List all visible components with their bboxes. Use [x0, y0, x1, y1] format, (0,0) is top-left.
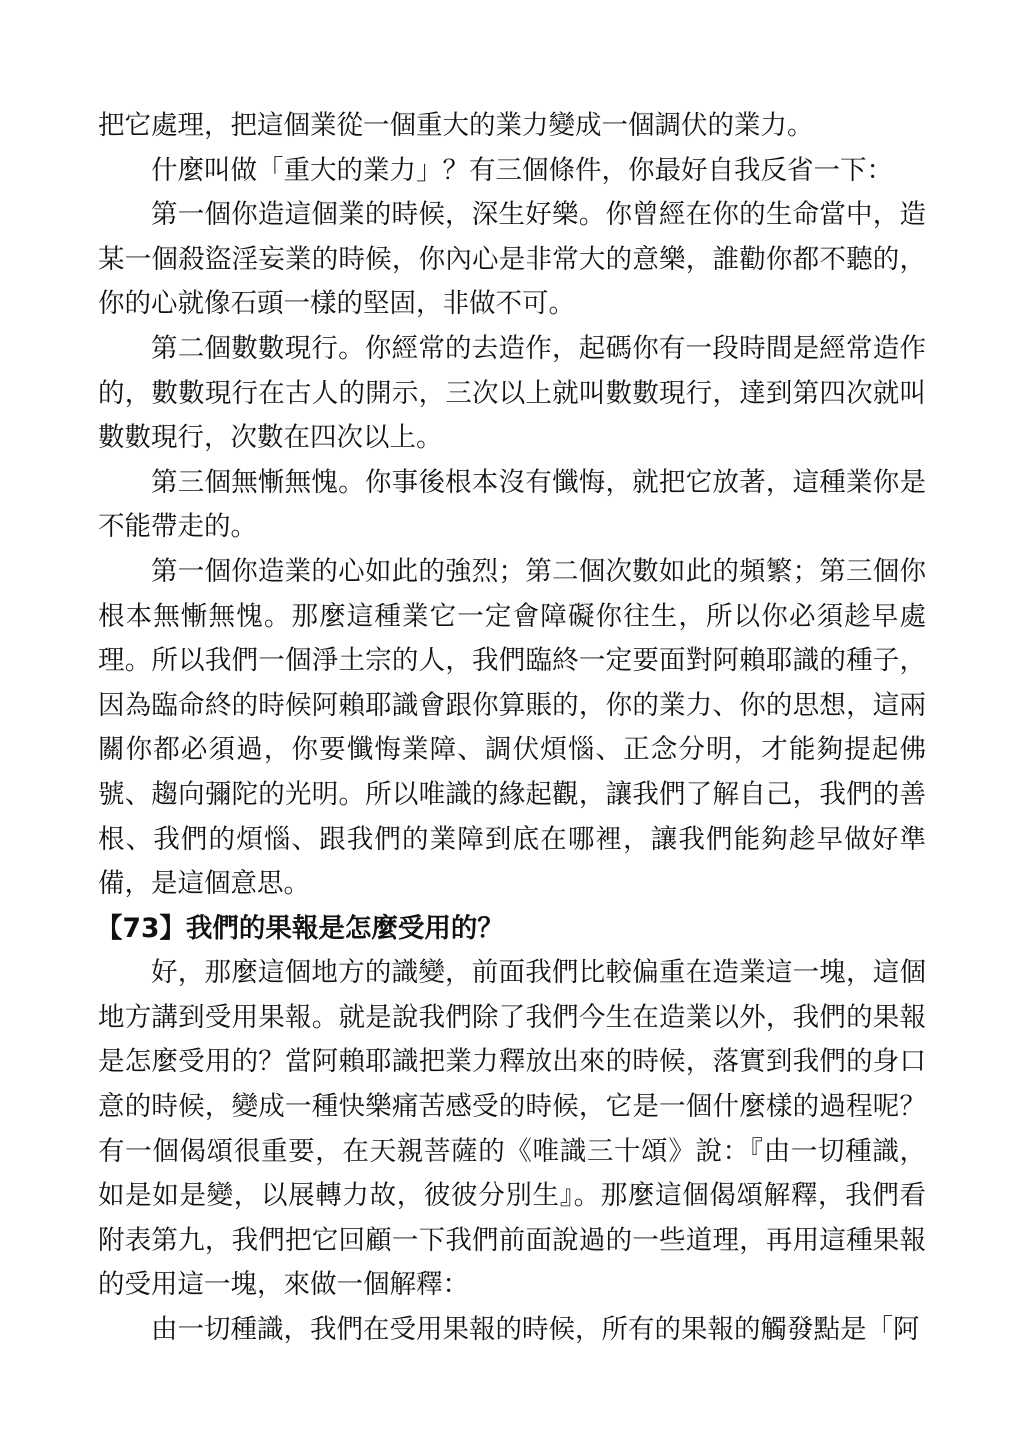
paragraph-3: 第一個你造這個業的時候，深生好樂。你曾經在你的生命當中，造某一個殺盜淫妄業的時候，你內心是非常大的意樂，誰勸你都不聽的，你的心就像石頭一樣的堅固，非做不可。	[98, 199, 926, 320]
paragraph-8: 由一切種識，我們在受用果報的時候，所有的果報的觸發點是「阿	[151, 1314, 920, 1346]
paragraph-7: 好，那麼這個地方的識變，前面我們比較偏重在造業這一塊，這個地方講到受用果報。就是說我們除了我們今生在造業以外，我們的果報是怎麼受用的？當阿賴耶識把業力釋放出來的時候，落實到我們的身口意的時候，變成一種快樂痛苦感受的時候，它是一個什麼樣的過程呢？有一個偈頌很重要，在天親菩薩的《唯識三十頌》說：『由一切種識，如是如是變，以展轉力故，彼彼分別生』。那麼這個偈頌解釋，我們看附表第九，我們把它回顧一下我們前面說過的一些道理，再用這種果報的受用這一塊，來做一個解釋：	[98, 957, 926, 1301]
paragraph-5: 第三個無慚無愧。你事後根本沒有懺悔，就把它放著，這種業你是不能帶走的。	[98, 466, 926, 543]
paragraph-2: 什麼叫做「重大的業力」？有三個條件，你最好自我反省一下：	[151, 154, 893, 186]
document-page	[98, 104, 926, 1353]
section-heading: 【73】我們的果報是怎麼受用的？	[96, 912, 504, 944]
paragraph-6: 第一個你造業的心如此的強烈；第二個次數如此的頻繁；第三個你根本無慚無愧。那麼這種業它一定會障礙你往生，所以你必須趁早處理。所以我們一個淨土宗的人，我們臨終一定要面對阿賴耶識的種子，因為臨命終的時候阿賴耶識會跟你算賬的，你的業力、你的思想，這兩關你都必須過，你要懺悔業障、調伏煩惱、正念分明，才能夠提起佛號、趨向彌陀的光明。所以唯識的緣起觀，讓我們了解自己，我們的善根、我們的煩惱、跟我們的業障到底在哪裡，讓我們能夠趁早做好準備，是這個意思。	[98, 555, 926, 900]
paragraph-1: 把它處理，把這個業從一個重大的業力變成一個調伏的業力。	[98, 110, 814, 141]
paragraph-4: 第二個數數現行。你經常的去造作，起碼你有一段時間是經常造作的，數數現行在古人的開示，三次以上就叫數數現行，達到第四次就叫數數現行，次數在四次以上。	[98, 332, 926, 454]
